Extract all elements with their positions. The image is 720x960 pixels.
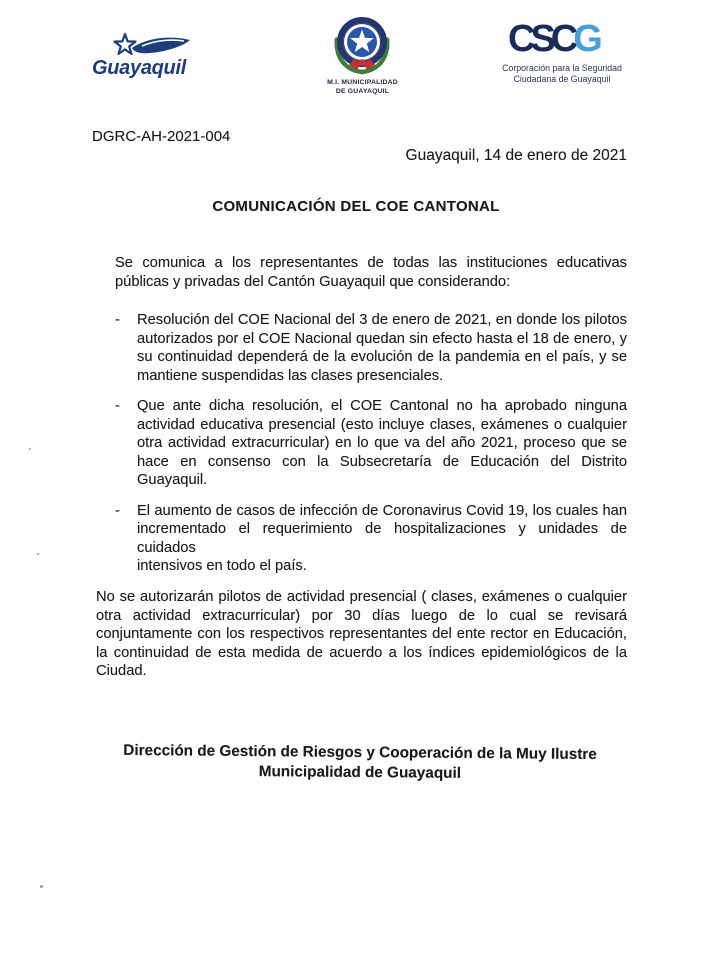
- scan-speck: [40, 885, 43, 888]
- closing-paragraph: [96, 588, 627, 681]
- text-line: la continuidad de esta medida de acuerdo a los índices epidemiológicos de la: [96, 644, 627, 661]
- scan-speck: [37, 553, 39, 555]
- guayaquil-wordmark: Guayaquil: [92, 57, 186, 79]
- text-line: Que ante dicha resolución, el COE Cantonal no ha aprobado ninguna: [137, 398, 627, 414]
- cscg-caption: [492, 63, 632, 85]
- bullet-text: [137, 311, 627, 385]
- bullet-dash-icon: -: [115, 502, 120, 519]
- scan-speck: [29, 448, 31, 450]
- text-line: públicas y privadas del Cantón Guayaquil que considerando:: [115, 273, 511, 290]
- text-line: Guayaquil.: [137, 472, 208, 488]
- text-line: conjuntamente con los respectivos representantes del ente rector en Educación,: [96, 626, 627, 642]
- text-line: incrementado el requerimiento de hospitalizaciones y unidades de cuidados: [137, 521, 627, 556]
- bullet-item: [115, 311, 627, 385]
- text-line: autorizados por el COE Nacional quedan sin efecto hasta el 18 de enero, y: [137, 330, 627, 347]
- text-line: intensivos en todo el país.: [137, 558, 307, 574]
- bullet-list: [115, 311, 627, 588]
- text-line: otra actividad extracurricular) en lo que va del año 2021, proceso que se: [137, 435, 627, 451]
- cscg-logo: [508, 20, 668, 58]
- text-line: hace en consenso con la Subsecretaría de Educación del Distrito: [137, 453, 627, 470]
- text-line: No se autorizarán pilotos de actividad presencial ( clases, exámenes o cualquier: [96, 589, 627, 605]
- text-line: Dirección de Gestión de Riesgos y Cooperación de la Muy Ilustre: [123, 741, 597, 764]
- intro-paragraph: [115, 254, 627, 291]
- text-line: Se comunica a los representantes de todas las instituciones educativas: [115, 255, 627, 271]
- reference-number: DGRC-AH-2021-004: [92, 128, 231, 145]
- bullet-item: [115, 397, 627, 490]
- bullet-item: [115, 502, 627, 576]
- date-line: Guayaquil, 14 de enero de 2021: [405, 147, 627, 164]
- document-title: COMUNICACIÓN DEL COE CANTONAL: [212, 198, 500, 215]
- text-line: Municipalidad de Guayaquil: [258, 763, 462, 782]
- text-line: Resolución del COE Nacional del 3 de enero de 2021, en donde los pilotos: [137, 312, 627, 328]
- bullet-dash-icon: -: [115, 312, 120, 328]
- bullet-text: [137, 502, 627, 576]
- bullet-dash-icon: -: [115, 398, 120, 414]
- cscg-acronym-dark: CSC: [508, 18, 574, 60]
- text-line: DE GUAYAQUIL: [335, 87, 390, 95]
- text-line: otra actividad extracurricular) por 30 días luego de lo cual se revisará: [96, 607, 627, 624]
- municipality-seal-icon: [330, 14, 394, 83]
- text-line: Ciudadana de Guayaquil: [513, 73, 611, 84]
- signature-block: [0, 740, 720, 786]
- municipality-caption: [305, 79, 420, 96]
- text-line: M.I. MUNICIPALIDAD: [327, 79, 398, 86]
- text-line: El aumento de casos de infección de Coronavirus Covid 19, los cuales han: [137, 502, 627, 519]
- text-line: su continuidad dependerá de la evolución de la pandemia en el país, y se: [137, 349, 627, 365]
- cscg-acronym-light: G: [573, 18, 598, 60]
- text-line: Corporación para la Seguridad: [502, 63, 622, 73]
- bullet-text: [137, 397, 627, 490]
- text-line: Ciudad.: [96, 663, 147, 679]
- text-line: actividad educativa presencial (esto incluye clases, exámenes o cualquier: [137, 416, 627, 433]
- text-line: mantiene suspendidas las clases presenciales.: [137, 367, 444, 384]
